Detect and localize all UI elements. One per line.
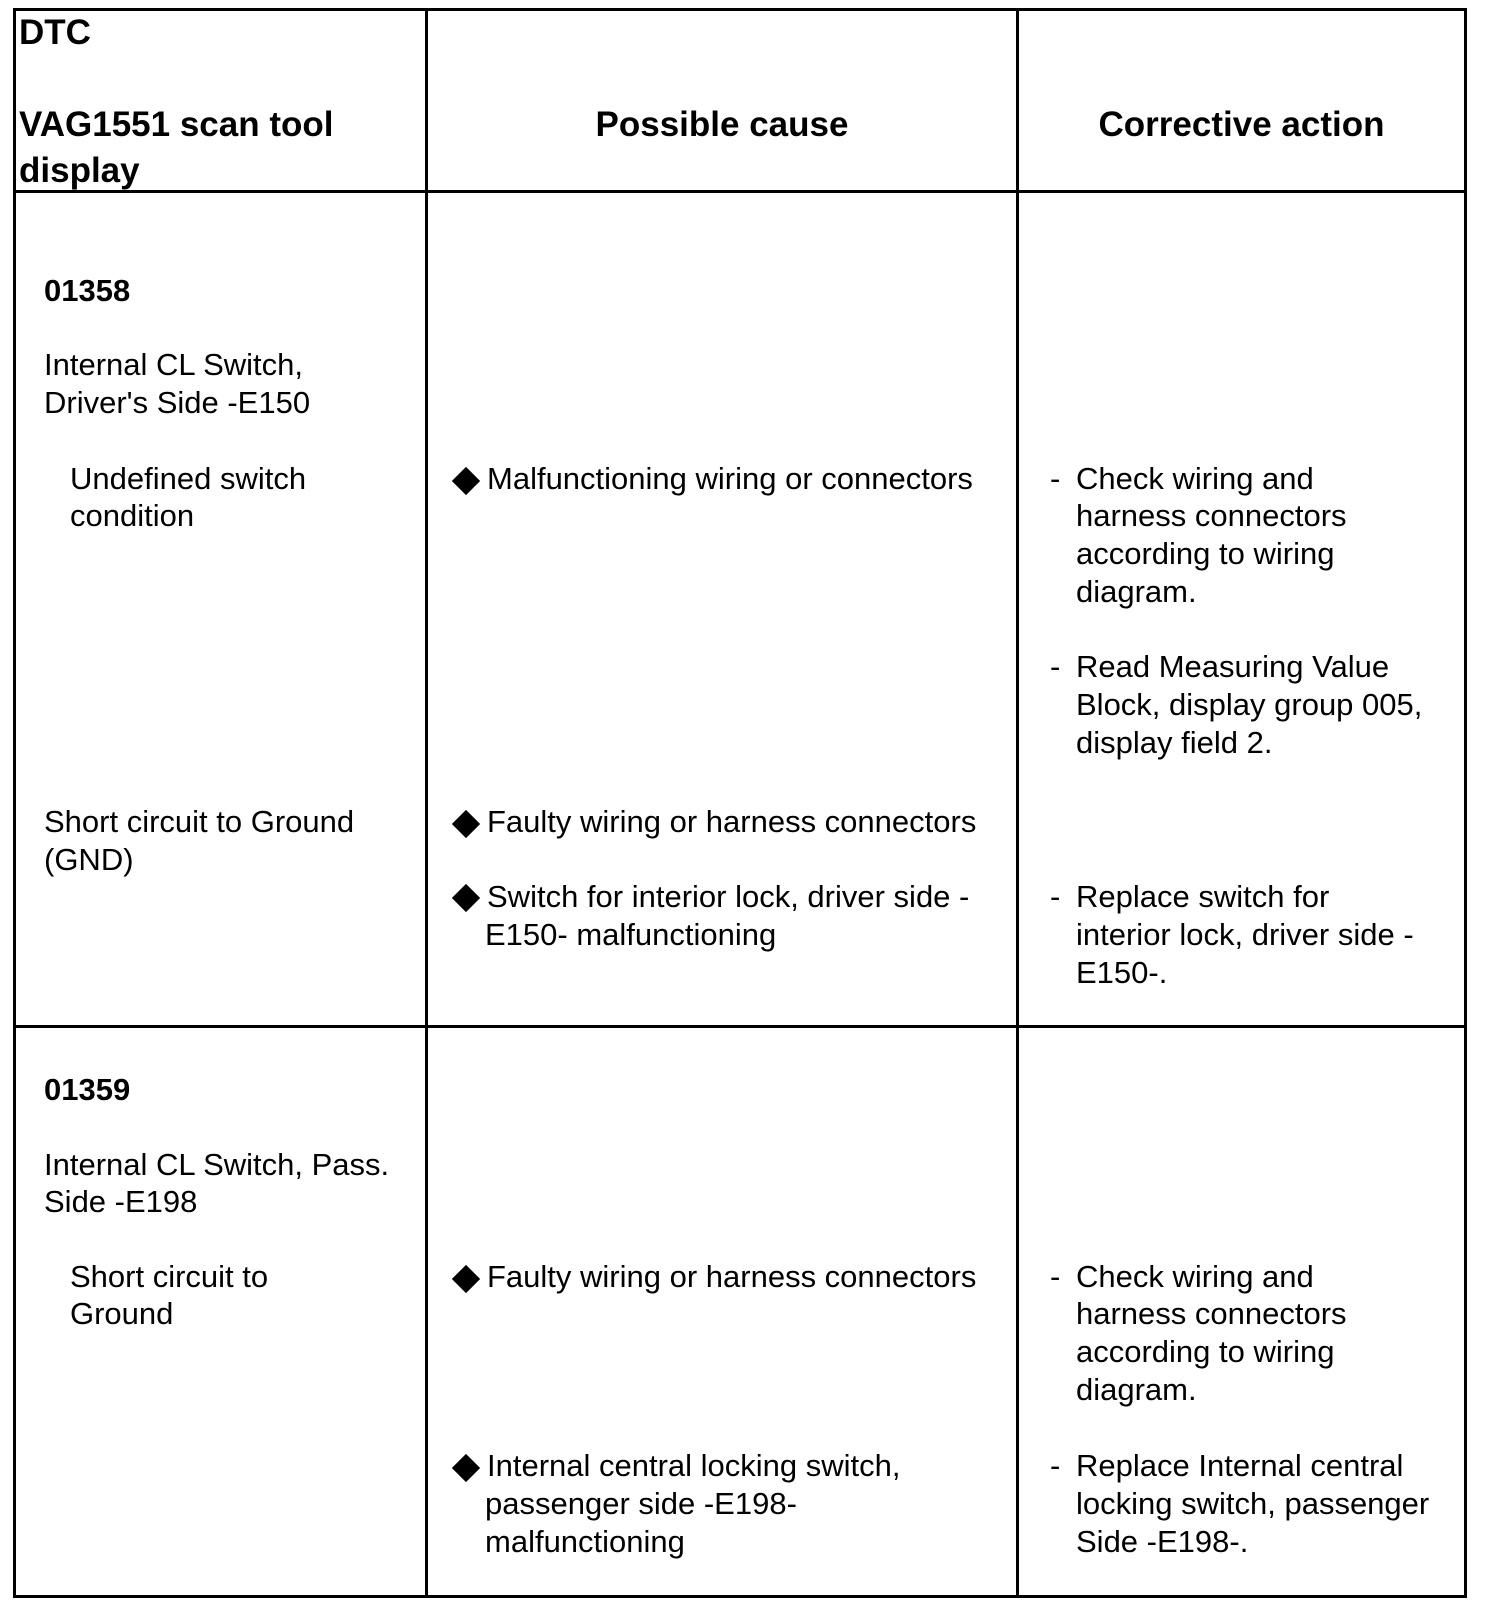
fault-condition: (GND) [44,842,134,877]
fault-condition: condition [70,498,195,533]
corrective-action: Block, display group 005, [1076,687,1423,722]
corrective-action: diagram. [1076,1372,1197,1407]
row-divider [13,1025,1467,1028]
corrective-action: Replace Internal central [1076,1448,1404,1483]
dash-icon: - [1050,1259,1061,1294]
fault-condition: Ground [70,1296,174,1331]
header-divider [13,190,1467,193]
header-scan-tool: VAG1551 scan tool [19,105,334,144]
possible-cause: E150- malfunctioning [485,917,777,952]
dtc-code: 01358 [44,273,131,308]
dtc-code: 01359 [44,1072,131,1107]
corrective-action: Side -E198-. [1076,1524,1249,1559]
column-divider [1016,8,1019,1598]
possible-cause: passenger side -E198- [485,1486,797,1521]
component-name: Internal CL Switch, Pass. [44,1147,390,1182]
corrective-action: E150-. [1076,955,1168,990]
possible-cause: malfunctioning [485,1524,685,1559]
dash-icon: - [1050,879,1061,914]
component-name: Driver's Side -E150 [44,385,311,420]
dash-icon: - [1050,1448,1061,1483]
corrective-action: diagram. [1076,574,1197,609]
corrective-action: interior lock, driver side - [1076,917,1414,952]
fault-condition: Short circuit to [70,1259,269,1294]
corrective-action: according to wiring [1076,536,1335,571]
header-dtc: DTC [19,13,91,52]
component-name: Side -E198 [44,1184,198,1219]
possible-cause: Switch for interior lock, driver side - [487,879,970,914]
possible-cause: Faulty wiring or harness connectors [487,804,977,839]
corrective-action: Read Measuring Value [1076,649,1390,684]
header-display: display [19,151,140,190]
header-possible-cause: Possible cause [595,105,849,144]
corrective-action: harness connectors [1076,1296,1347,1331]
corrective-action: display field 2. [1076,725,1273,760]
corrective-action: Check wiring and [1076,461,1314,496]
corrective-action: Check wiring and [1076,1259,1314,1294]
dash-icon: - [1050,649,1061,684]
possible-cause: Malfunctioning wiring or connectors [487,461,973,496]
corrective-action: harness connectors [1076,498,1347,533]
fault-condition: Undefined switch [70,461,307,496]
possible-cause: Faulty wiring or harness connectors [487,1259,977,1294]
corrective-action: according to wiring [1076,1334,1335,1369]
dash-icon: - [1050,461,1061,496]
column-divider [425,8,428,1598]
corrective-action: locking switch, passenger [1076,1486,1430,1521]
fault-condition: Short circuit to Ground [44,804,355,839]
corrective-action: Replace switch for [1076,879,1330,914]
header-corrective-action: Corrective action [1098,105,1385,144]
possible-cause: Internal central locking switch, [487,1448,901,1483]
component-name: Internal CL Switch, [44,347,304,382]
